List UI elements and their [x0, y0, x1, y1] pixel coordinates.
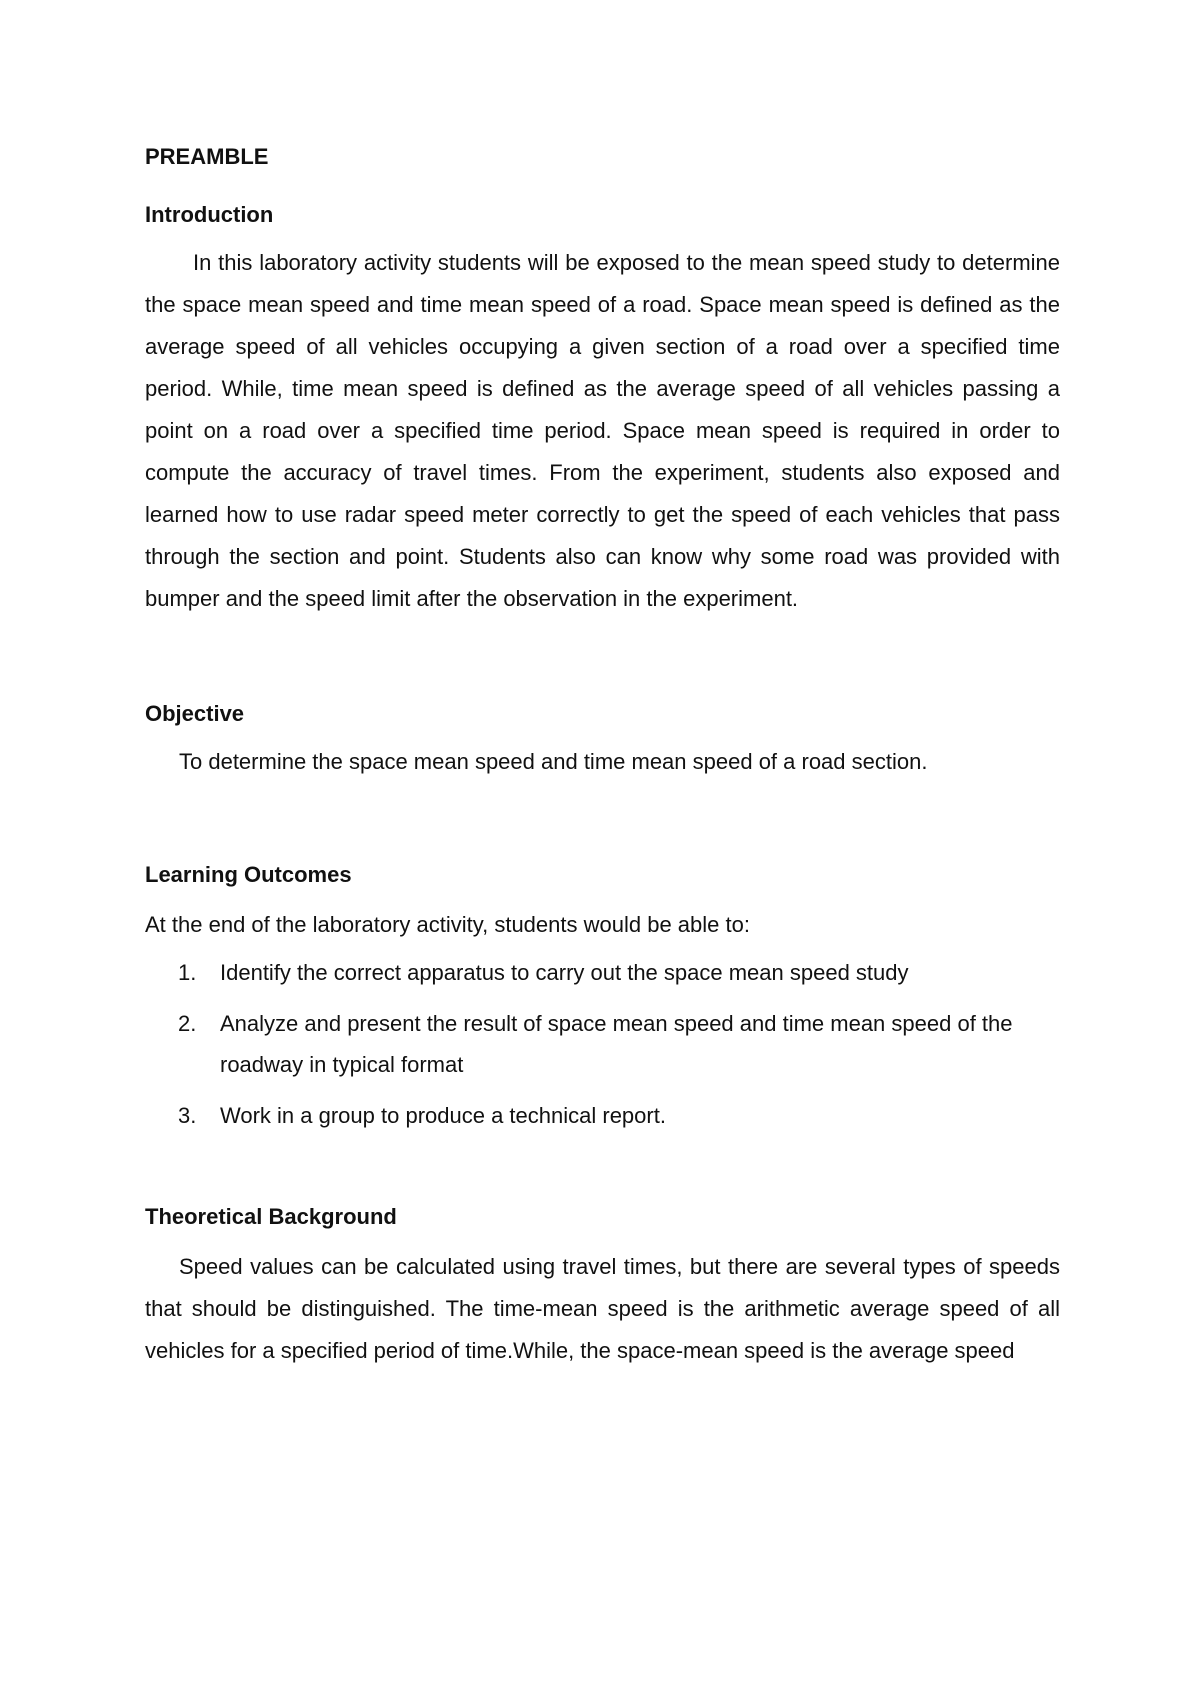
list-item-number: 2.	[178, 1011, 197, 1036]
list-item-number: 3.	[178, 1103, 197, 1128]
list-item-number: 1.	[178, 960, 197, 985]
list-item-text: Work in a group to produce a technical report.	[220, 1103, 666, 1128]
document-content	[145, 142, 1060, 1372]
theoretical-background-heading: Theoretical Background	[145, 1204, 397, 1229]
list-item-text: Analyze and present the result of space mean speed and time mean speed of the roadway in typical format	[220, 1011, 1013, 1077]
theoretical-background-paragraph: Speed values can be calculated using travel times, but there are several types of speeds that should be distinguished. The time-mean speed is the arithmetic average speed of all vehicles for a specified period of time.While, the space-mean speed is the average speed	[145, 1254, 1060, 1363]
list-item	[145, 1003, 1060, 1085]
learning-outcomes-intro: At the end of the laboratory activity, students would be able to:	[145, 912, 750, 937]
list-item	[145, 1095, 1060, 1136]
objective-paragraph: To determine the space mean speed and time mean speed of a road section.	[179, 749, 928, 774]
objective-heading: Objective	[145, 701, 245, 726]
introduction-paragraph: In this laboratory activity students will be exposed to the mean speed study to determine the space mean speed and time mean speed of a road. Space mean speed is defined as the average speed of all vehicles occupying a given section of a road over a specified time period. While, time mean speed is defined as the average speed of all vehicles passing a point on a road over a specified time period. Space mean speed is required in order to compute the accuracy of travel times. From the experiment, students also exposed and learned how to use radar speed meter correctly to get the speed of each vehicles that pass through the section and point. Students also can know why some road was provided with bumper and the speed limit after the observation in the experiment.	[145, 250, 1060, 611]
learning-outcomes-heading: Learning Outcomes	[145, 862, 352, 887]
list-item-text: Identify the correct apparatus to carry out the space mean speed study	[220, 960, 909, 985]
introduction-heading: Introduction	[145, 202, 274, 227]
preamble-heading: PREAMBLE	[145, 144, 269, 169]
learning-outcomes-list	[145, 952, 1060, 1136]
list-item	[145, 952, 1060, 993]
